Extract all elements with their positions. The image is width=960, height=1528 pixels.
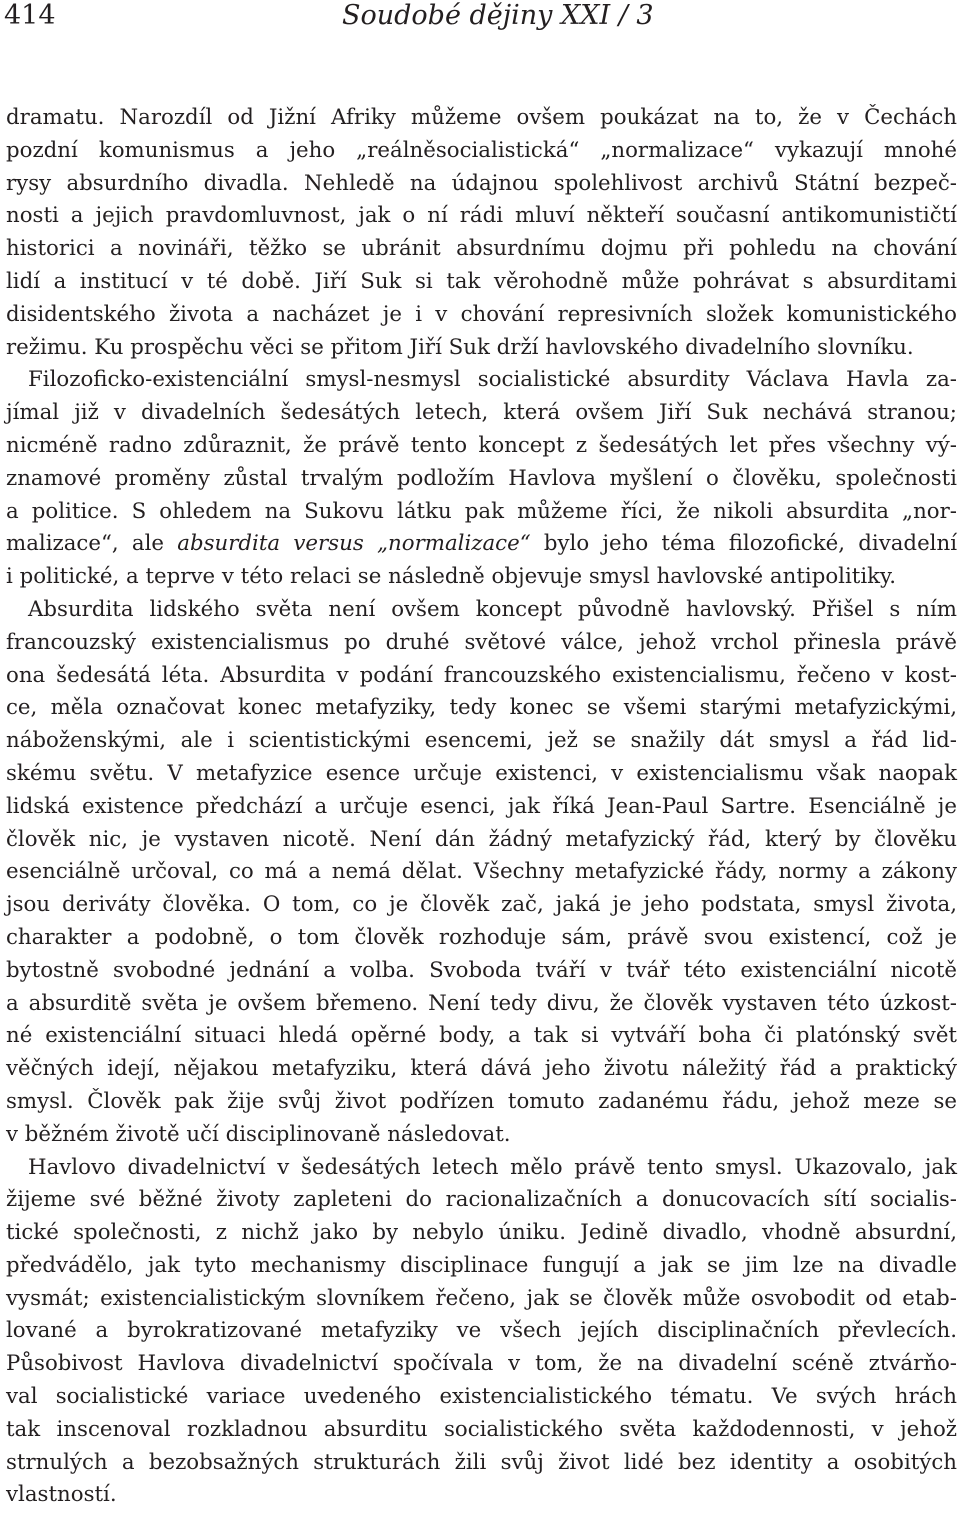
text-line: historici a novináři, těžko se ubránit absurdnímu dojmu při pohledu na chování — [6, 236, 957, 262]
text-line-part: malizace“, ale — [6, 531, 178, 557]
text-line: dramatu. Narozdíl od Jižní Afriky můžeme ovšem poukázat na to, že v Čechách — [6, 105, 957, 130]
page-number: 414 — [4, 0, 56, 31]
text-line: val socialistické variace uvedeného existencialistického tématu. Ve svých hrách — [6, 1384, 957, 1410]
text-line: režimu. Ku prospěchu věci se přitom Jiří Suk drží havlovského divadelního slovníku. — [6, 334, 914, 360]
text-line: vlastností. — [6, 1482, 117, 1508]
text-line: žijeme své běžné životy zapleteni do racionalizačních a donucovacích sítí socialis- — [6, 1187, 957, 1213]
text-line: disidentského života a nacházet je i v chování represivních složek komunistického — [6, 301, 957, 327]
emphasized-phrase: absurdita versus „normalizace“ — [177, 531, 531, 557]
text-line — [6, 528, 957, 561]
text-line: charakter a podobně, o tom člověk rozhoduje sám, právě svou existencí, což je — [6, 924, 957, 950]
text-line-part: bylo jeho téma filozofické, divadelní — [530, 531, 958, 557]
text-line: strnulých a bezobsažných strukturách žili svůj život lidé bez identity a osobitých — [6, 1449, 957, 1475]
text-line: vysmát; existencialistickým slovníkem řečeno, jak se člověk může osvobodit od etab- — [6, 1285, 957, 1311]
text-line: i politické, a teprve v této relaci se následně objevuje smysl havlovské antipolitiky. — [6, 564, 897, 590]
text-line: věčných idejí, nějakou metafyziku, která dává jeho životu náležitý řád a praktický — [6, 1056, 957, 1082]
text-line: lované a byrokratizované metafyziky ve všech jejích disciplinačních převlecích. — [6, 1318, 957, 1344]
text-line: esenciálně určoval, co má a nemá dělat. Všechny metafyzické řády, normy a zákony — [6, 859, 957, 885]
text-line: bytostně svobodné jednání a volba. Svoboda tváří v tvář této existenciální nicotě — [6, 957, 957, 983]
text-line: rysy absurdního divadla. Nehledě na údajnou spolehlivost archivů Státní bezpeč- — [6, 170, 957, 196]
text-line: náboženskými, ale i scientistickými esencemi, jež se snažily dát smysl a řád lid- — [6, 728, 957, 754]
text-line: znamové proměny zůstal trvalým podložím Havlova myšlení o člověku, společnosti — [6, 465, 957, 491]
text-line: lidská existence předchází a určuje esenci, jak říká Jean-Paul Sartre. Esenciálně je — [6, 793, 957, 819]
text-line: jsou deriváty člověka. O tom, co je člověk zač, jaká je jeho podstata, smysl života, — [6, 892, 957, 918]
text-line: člověk nic, je vystaven nicotě. Není dán žádný metafyzický řád, který by člověku — [6, 826, 957, 852]
text-line: předvádělo, jak tyto mechanismy disciplinace fungují a jak se jim lze na divadle — [6, 1252, 957, 1278]
text-line: lidí a institucí v té době. Jiří Suk si tak věrohodně může pohrávat s absurditami — [6, 268, 957, 294]
text-line: né existenciální situaci hledá opěrné body, a tak si vytváří boha či platónský svět — [6, 1023, 957, 1049]
text-line: Působivost Havlova divadelnictví spočívala v tom, že na divadelní scéně ztvárňo- — [6, 1351, 957, 1377]
text-line: jímal již v divadelních šedesátých letech, která ovšem Jiří Suk nechává stranou; — [6, 400, 957, 426]
text-line: ona šedesátá léta. Absurdita v podání francouzského existencialismu, řečeno v kost- — [6, 662, 957, 688]
text-line: Filozoficko-existenciální smysl-nesmysl socialistické absurdity Václava Havla za- — [28, 367, 957, 393]
body-text — [6, 102, 957, 1512]
text-line: tak inscenoval rozkladnou absurditu socialistického světa každodennosti, v jehož — [6, 1416, 957, 1442]
text-line: a absurditě světa je ovšem břemeno. Není tedy divu, že člověk vystaven této úzkost- — [6, 990, 957, 1016]
page-header — [2, 0, 958, 36]
text-line: ce, měla označovat konec metafyziky, tedy konec se všemi starými metafyzickými, — [6, 695, 957, 721]
text-line: tické společnosti, z nichž jako by nebylo úniku. Jedině divadlo, vhodně absurdní, — [6, 1220, 957, 1246]
text-line: smysl. Člověk pak žije svůj život podřízen tomuto zadanému řádu, jehož meze se — [6, 1088, 957, 1114]
running-title: Soudobé dějiny XXI / 3 — [342, 0, 654, 31]
text-line: nosti a jejich pravdomluvnost, jak o ní rádi mluví někteří současní antikomunističtí — [6, 203, 957, 229]
text-line: skému světu. V metafyzice esence určuje existenci, v existencialismu však naopak — [6, 760, 957, 786]
text-line: v běžném životě učí disciplinovaně následovat. — [6, 1121, 511, 1147]
text-line: Havlovo divadelnictví v šedesátých letech mělo právě tento smysl. Ukazovalo, jak — [28, 1154, 957, 1180]
text-line: nicméně radno zdůraznit, že právě tento koncept z šedesátých let přes všechny vý- — [6, 432, 957, 458]
text-line: pozdní komunismus a jeho „reálněsocialistická“ „normalizace“ vykazují mnohé — [6, 137, 957, 163]
text-line: Absurdita lidského světa není ovšem koncept původně havlovský. Přišel s ním — [28, 596, 957, 622]
text-line: a politice. S ohledem na Sukovu látku pak můžeme říci, že nikoli absurdita „nor- — [6, 498, 957, 524]
text-line: francouzský existencialismus po druhé světové válce, jehož vrchol přinesla právě — [6, 629, 957, 655]
